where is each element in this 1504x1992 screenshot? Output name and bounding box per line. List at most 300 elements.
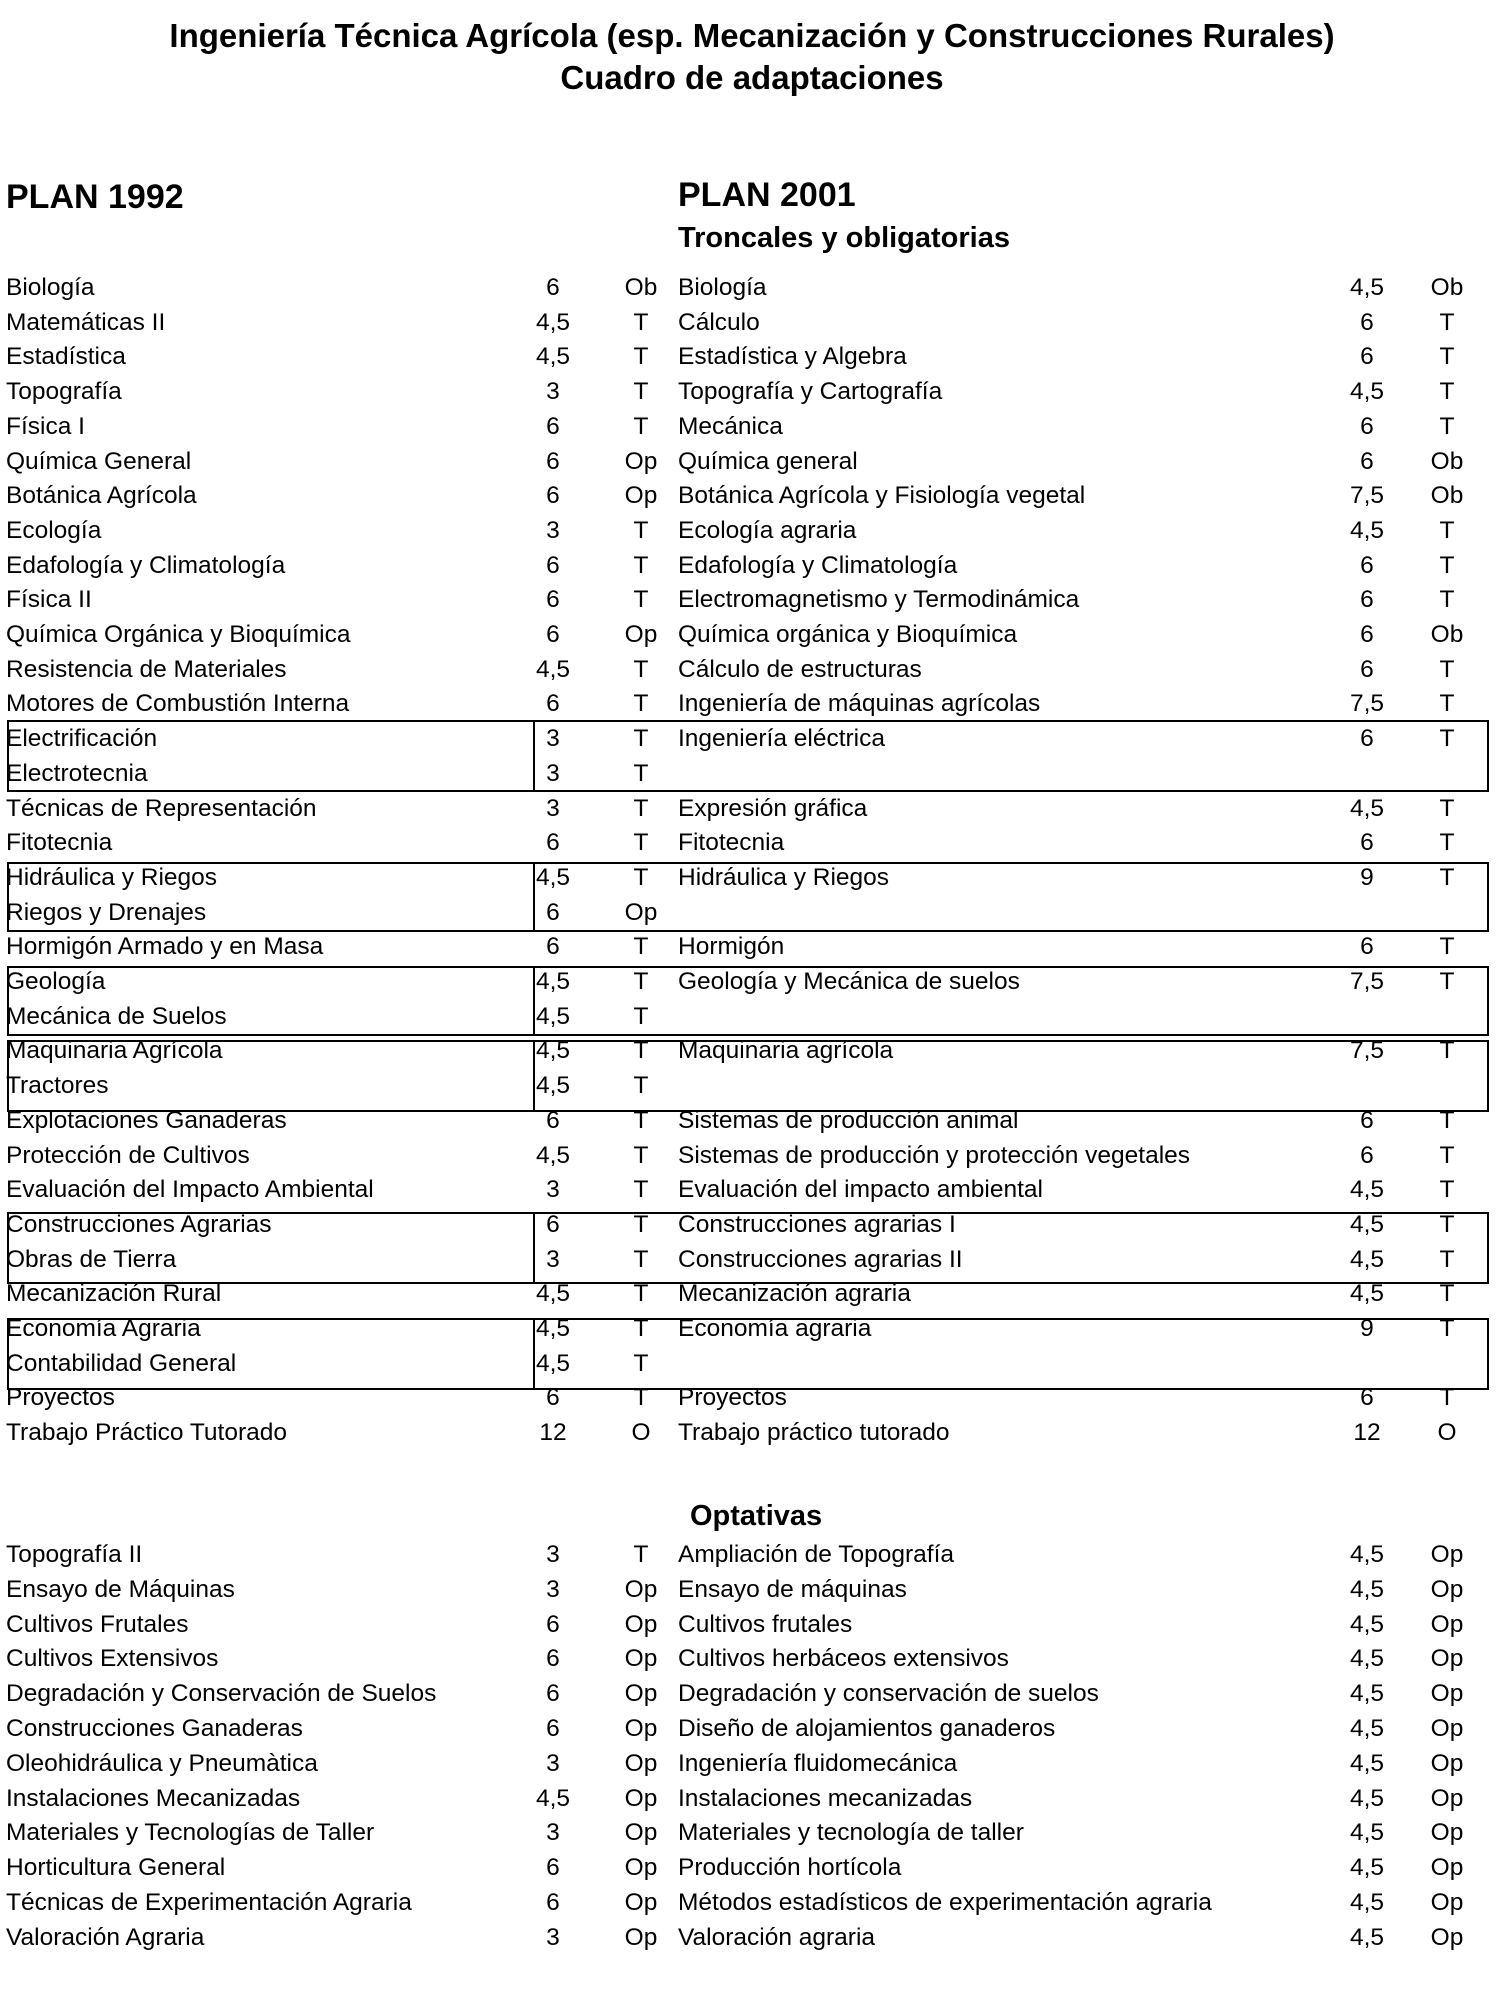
old-credits: 4,5 bbox=[535, 1280, 571, 1308]
troncales-heading: Troncales y obligatorias bbox=[678, 222, 1010, 254]
old-credits: 3 bbox=[546, 759, 560, 787]
old-subject: Física I bbox=[6, 412, 85, 440]
new-credits: 6 bbox=[1360, 551, 1374, 579]
new-subject: Mecánica bbox=[678, 412, 783, 440]
old-subject: Cultivos Extensivos bbox=[6, 1645, 219, 1673]
old-credits: 6 bbox=[546, 447, 560, 475]
old-subject: Hormigón Armado y en Masa bbox=[6, 933, 324, 961]
old-credits: 6 bbox=[546, 829, 560, 857]
new-type: T bbox=[1439, 516, 1455, 544]
old-subject: Horticultura General bbox=[6, 1854, 226, 1882]
old-subject: Ensayo de Máquinas bbox=[6, 1575, 235, 1603]
new-subject: Trabajo práctico tutorado bbox=[678, 1419, 950, 1447]
new-type: T bbox=[1439, 829, 1455, 857]
old-credits: 6 bbox=[546, 898, 560, 926]
old-type: T bbox=[633, 1141, 649, 1169]
old-credits: 4,5 bbox=[535, 863, 571, 891]
old-subject: Matemáticas II bbox=[6, 308, 166, 336]
old-credits: 3 bbox=[546, 725, 560, 753]
new-credits: 6 bbox=[1360, 447, 1374, 475]
group-box-electrificacion bbox=[7, 720, 1489, 792]
new-credits: 4,5 bbox=[1349, 1176, 1385, 1204]
new-type: Ob bbox=[1430, 621, 1464, 648]
old-subject: Química Orgánica y Bioquímica bbox=[6, 621, 351, 648]
old-credits: 6 bbox=[546, 1210, 560, 1238]
old-credits: 6 bbox=[546, 1106, 560, 1134]
new-credits: 4,5 bbox=[1349, 1680, 1385, 1708]
old-credits: 3 bbox=[546, 1245, 560, 1273]
old-subject: Economía Agraria bbox=[6, 1315, 201, 1342]
new-type: Op bbox=[1430, 1680, 1464, 1708]
old-subject: Materiales y Tecnologías de Taller bbox=[6, 1819, 375, 1847]
old-type: T bbox=[633, 516, 649, 544]
new-type: Op bbox=[1430, 1784, 1464, 1812]
new-subject: Química orgánica y Bioquímica bbox=[678, 621, 1018, 648]
new-subject: Geología y Mecánica de suelos bbox=[678, 968, 1020, 995]
old-subject: Tractores bbox=[6, 1072, 109, 1100]
new-credits: 4,5 bbox=[1349, 1575, 1385, 1603]
old-subject: Construcciones Agrarias bbox=[6, 1210, 272, 1238]
old-type: Op bbox=[624, 1575, 658, 1603]
old-type: T bbox=[633, 863, 649, 891]
new-credits: 7,5 bbox=[1349, 968, 1385, 995]
new-credits: 4,5 bbox=[1349, 1784, 1385, 1812]
old-credits: 6 bbox=[546, 274, 560, 301]
table-row bbox=[0, 1175, 1504, 1209]
new-type: T bbox=[1439, 1106, 1455, 1134]
old-type: T bbox=[633, 1245, 649, 1273]
old-credits: 4,5 bbox=[535, 1141, 571, 1169]
old-type: T bbox=[633, 1037, 649, 1065]
plan-2001-heading: PLAN 2001 bbox=[678, 176, 856, 214]
new-subject: Maquinaria agrícola bbox=[678, 1037, 894, 1065]
old-type: T bbox=[633, 725, 649, 753]
new-credits: 6 bbox=[1360, 308, 1374, 336]
new-credits: 7,5 bbox=[1349, 690, 1385, 718]
new-credits: 7,5 bbox=[1349, 482, 1385, 510]
new-type: Op bbox=[1430, 1819, 1464, 1847]
new-type: Op bbox=[1430, 1610, 1464, 1638]
old-type: T bbox=[633, 690, 649, 718]
table-row bbox=[0, 516, 1504, 550]
table-row bbox=[0, 551, 1504, 585]
old-type: Op bbox=[624, 1749, 658, 1777]
new-credits: 6 bbox=[1360, 1106, 1374, 1134]
new-credits: 6 bbox=[1360, 655, 1374, 683]
old-type: Op bbox=[624, 1923, 658, 1951]
new-type: Op bbox=[1430, 1645, 1464, 1673]
table-row bbox=[0, 412, 1504, 446]
table-row bbox=[0, 828, 1504, 862]
group-box-economia bbox=[7, 1318, 1489, 1390]
new-subject: Materiales y tecnología de taller bbox=[678, 1819, 1024, 1847]
old-credits: 3 bbox=[546, 794, 560, 822]
table-row bbox=[0, 1923, 1504, 1957]
old-subject: Contabilidad General bbox=[6, 1349, 237, 1377]
old-type: T bbox=[633, 1541, 649, 1568]
old-type: Op bbox=[624, 1715, 658, 1742]
new-subject: Sistemas de producción animal bbox=[678, 1106, 1019, 1134]
new-subject: Fitotecnia bbox=[678, 829, 785, 857]
table-row bbox=[0, 1749, 1504, 1783]
page-title: Ingeniería Técnica Agrícola (esp. Mecanización y Construcciones Rurales) bbox=[169, 17, 1335, 54]
old-type: Op bbox=[624, 1889, 658, 1916]
old-subject: Biología bbox=[6, 274, 95, 301]
old-subject: Técnicas de Experimentación Agraria bbox=[6, 1889, 412, 1916]
old-subject: Electrificación bbox=[6, 725, 158, 753]
table-row bbox=[0, 689, 1504, 723]
new-credits: 4,5 bbox=[1349, 1715, 1385, 1742]
old-credits: 6 bbox=[546, 551, 560, 579]
old-type: T bbox=[633, 1315, 649, 1342]
old-type: Op bbox=[624, 447, 658, 475]
old-subject: Edafología y Climatología bbox=[6, 551, 286, 579]
new-subject: Ingeniería eléctrica bbox=[678, 725, 886, 753]
new-subject: Diseño de alojamientos ganaderos bbox=[678, 1715, 1056, 1742]
new-subject: Mecanización agraria bbox=[678, 1280, 911, 1308]
new-subject: Instalaciones mecanizadas bbox=[678, 1784, 973, 1812]
new-type: T bbox=[1439, 794, 1455, 822]
new-type: T bbox=[1439, 586, 1455, 614]
new-credits: 6 bbox=[1360, 933, 1374, 961]
old-credits: 3 bbox=[546, 1749, 560, 1777]
old-subject: Explotaciones Ganaderas bbox=[6, 1106, 287, 1134]
old-credits: 3 bbox=[546, 516, 560, 544]
old-type: Op bbox=[624, 1680, 658, 1708]
table-row bbox=[0, 932, 1504, 966]
table-row bbox=[0, 1818, 1504, 1852]
new-type: Op bbox=[1430, 1854, 1464, 1882]
new-subject: Ingeniería fluidomecánica bbox=[678, 1749, 958, 1777]
new-credits: 4,5 bbox=[1349, 1541, 1385, 1568]
old-type: Op bbox=[624, 1854, 658, 1882]
new-subject: Botánica Agrícola y Fisiología vegetal bbox=[678, 482, 1086, 510]
old-subject: Proyectos bbox=[6, 1384, 115, 1412]
old-type: T bbox=[633, 1002, 649, 1030]
table-row bbox=[0, 1888, 1504, 1922]
old-subject: Electrotecnia bbox=[6, 759, 148, 787]
new-credits: 4,5 bbox=[1349, 1749, 1385, 1777]
old-subject: Resistencia de Materiales bbox=[6, 655, 287, 683]
old-type: T bbox=[633, 1072, 649, 1100]
new-credits: 4,5 bbox=[1349, 1854, 1385, 1882]
new-type: T bbox=[1439, 690, 1455, 718]
old-credits: 4,5 bbox=[535, 1349, 571, 1377]
old-type: T bbox=[633, 551, 649, 579]
old-credits: 6 bbox=[546, 1889, 560, 1916]
old-credits: 4,5 bbox=[535, 1315, 571, 1342]
new-subject: Electromagnetismo y Termodinámica bbox=[678, 586, 1080, 614]
old-subject: Instalaciones Mecanizadas bbox=[6, 1784, 301, 1812]
new-credits: 4,5 bbox=[1349, 274, 1385, 301]
table-row bbox=[0, 1418, 1504, 1452]
new-subject: Hormigón bbox=[678, 933, 785, 961]
table-row bbox=[0, 481, 1504, 515]
old-type: T bbox=[633, 829, 649, 857]
old-credits: 6 bbox=[546, 1680, 560, 1708]
old-subject: Química General bbox=[6, 447, 192, 475]
table-row bbox=[0, 655, 1504, 689]
old-type: T bbox=[633, 759, 649, 787]
new-credits: 6 bbox=[1360, 725, 1374, 753]
new-credits: 6 bbox=[1360, 621, 1374, 648]
new-subject: Proyectos bbox=[678, 1384, 787, 1412]
old-subject: Valoración Agraria bbox=[6, 1923, 205, 1951]
old-credits: 6 bbox=[546, 933, 560, 961]
old-credits: 3 bbox=[546, 1541, 560, 1568]
new-subject: Ecología agraria bbox=[678, 516, 857, 544]
new-type: Op bbox=[1430, 1889, 1464, 1916]
old-type: Op bbox=[624, 1610, 658, 1638]
new-credits: 4,5 bbox=[1349, 1280, 1385, 1308]
table-row bbox=[0, 447, 1504, 481]
new-type: T bbox=[1439, 412, 1455, 440]
old-subject: Construcciones Ganaderas bbox=[6, 1715, 303, 1742]
new-type: Op bbox=[1430, 1749, 1464, 1777]
old-subject: Evaluación del Impacto Ambiental bbox=[6, 1176, 374, 1204]
old-credits: 6 bbox=[546, 1610, 560, 1638]
new-type: T bbox=[1439, 1176, 1455, 1204]
new-credits: 6 bbox=[1360, 1384, 1374, 1412]
new-credits: 6 bbox=[1360, 343, 1374, 371]
table-row bbox=[0, 1575, 1504, 1609]
new-credits: 4,5 bbox=[1349, 378, 1385, 406]
old-type: T bbox=[633, 794, 649, 822]
new-credits: 9 bbox=[1360, 1315, 1374, 1342]
new-subject: Cálculo bbox=[678, 308, 760, 336]
old-type: T bbox=[633, 343, 649, 371]
new-credits: 4,5 bbox=[1349, 794, 1385, 822]
new-credits: 4,5 bbox=[1349, 1645, 1385, 1673]
old-subject: Hidráulica y Riegos bbox=[6, 863, 218, 891]
new-type: O bbox=[1437, 1419, 1457, 1447]
old-credits: 3 bbox=[546, 1923, 560, 1951]
old-subject: Física II bbox=[6, 586, 92, 614]
old-type: T bbox=[633, 1280, 649, 1308]
old-type: T bbox=[633, 378, 649, 406]
old-credits: 3 bbox=[546, 378, 560, 406]
old-type: T bbox=[633, 1349, 649, 1377]
new-subject: Economía agraria bbox=[678, 1315, 872, 1342]
table-row bbox=[0, 1279, 1504, 1313]
group-box-construcciones bbox=[7, 1212, 1489, 1284]
old-credits: 6 bbox=[546, 690, 560, 718]
new-credits: 9 bbox=[1360, 863, 1374, 891]
new-credits: 12 bbox=[1353, 1419, 1381, 1447]
new-credits: 6 bbox=[1360, 412, 1374, 440]
old-type: T bbox=[633, 1176, 649, 1204]
new-type: Ob bbox=[1430, 274, 1464, 301]
new-type: T bbox=[1439, 1384, 1455, 1412]
table-row bbox=[0, 620, 1504, 654]
optativas-heading: Optativas bbox=[690, 1500, 823, 1532]
old-subject: Mecánica de Suelos bbox=[6, 1002, 227, 1030]
old-credits: 4,5 bbox=[535, 1784, 571, 1812]
group-box-geologia bbox=[7, 966, 1489, 1036]
old-type: T bbox=[633, 412, 649, 440]
old-credits: 6 bbox=[546, 621, 560, 648]
old-type: T bbox=[633, 1384, 649, 1412]
new-type: T bbox=[1439, 378, 1455, 406]
old-subject: Técnicas de Representación bbox=[6, 794, 317, 822]
old-type: Op bbox=[624, 482, 658, 510]
old-subject: Geología bbox=[6, 968, 106, 995]
table-row bbox=[0, 585, 1504, 619]
old-subject: Protección de Cultivos bbox=[6, 1141, 250, 1169]
old-credits: 4,5 bbox=[535, 1037, 571, 1065]
old-type: Op bbox=[624, 621, 658, 648]
new-subject: Biología bbox=[678, 274, 767, 301]
old-subject: Topografía bbox=[6, 378, 122, 406]
old-type: Op bbox=[624, 1645, 658, 1673]
new-subject: Edafología y Climatología bbox=[678, 551, 958, 579]
new-credits: 4,5 bbox=[1349, 1923, 1385, 1951]
new-subject: Evaluación del impacto ambiental bbox=[678, 1176, 1043, 1204]
new-subject: Ampliación de Topografía bbox=[678, 1541, 955, 1568]
new-type: T bbox=[1439, 725, 1455, 753]
old-subject: Topografía II bbox=[6, 1541, 143, 1568]
table-row bbox=[0, 377, 1504, 411]
old-type: Op bbox=[624, 898, 658, 926]
old-credits: 3 bbox=[546, 1176, 560, 1204]
old-subject: Maquinaria Agrícola bbox=[6, 1037, 223, 1065]
old-subject: Ecología bbox=[6, 516, 102, 544]
old-credits: 6 bbox=[546, 1715, 560, 1742]
table-row bbox=[0, 342, 1504, 376]
old-credits: 4,5 bbox=[535, 308, 571, 336]
new-subject: Cultivos frutales bbox=[678, 1610, 853, 1638]
new-credits: 4,5 bbox=[1349, 516, 1385, 544]
new-type: T bbox=[1439, 1280, 1455, 1308]
old-credits: 6 bbox=[546, 1854, 560, 1882]
new-subject: Producción hortícola bbox=[678, 1854, 902, 1882]
new-type: Op bbox=[1430, 1541, 1464, 1568]
old-credits: 6 bbox=[546, 1384, 560, 1412]
page-subtitle: Cuadro de adaptaciones bbox=[560, 59, 944, 96]
group-box-hidraulica bbox=[7, 862, 1489, 932]
old-subject: Estadística bbox=[6, 343, 126, 371]
old-type: Ob bbox=[624, 274, 658, 301]
new-subject: Construcciones agrarias II bbox=[678, 1245, 963, 1273]
new-subject: Ensayo de máquinas bbox=[678, 1575, 907, 1603]
group-box-maquinaria bbox=[7, 1040, 1489, 1112]
old-credits: 6 bbox=[546, 482, 560, 510]
new-type: Op bbox=[1430, 1715, 1464, 1742]
table-row bbox=[0, 1784, 1504, 1818]
new-credits: 4,5 bbox=[1349, 1889, 1385, 1916]
old-type: T bbox=[633, 933, 649, 961]
new-subject: Sistemas de producción y protección vegetales bbox=[678, 1141, 1191, 1169]
old-subject: Oleohidráulica y Pneumàtica bbox=[6, 1749, 318, 1777]
old-credits: 4,5 bbox=[535, 1002, 571, 1030]
new-type: T bbox=[1439, 343, 1455, 371]
new-subject: Construcciones agrarias I bbox=[678, 1210, 956, 1238]
new-type: T bbox=[1439, 1141, 1455, 1169]
old-credits: 6 bbox=[546, 1645, 560, 1673]
old-subject: Riegos y Drenajes bbox=[6, 898, 207, 926]
table-row bbox=[0, 1679, 1504, 1713]
new-type: T bbox=[1439, 655, 1455, 683]
old-credits: 12 bbox=[539, 1419, 567, 1447]
new-subject: Estadística y Algebra bbox=[678, 343, 907, 371]
old-type: T bbox=[633, 968, 649, 995]
old-credits: 4,5 bbox=[535, 655, 571, 683]
plan-1992-heading: PLAN 1992 bbox=[6, 178, 184, 216]
old-credits: 4,5 bbox=[535, 343, 571, 371]
new-credits: 6 bbox=[1360, 829, 1374, 857]
old-credits: 6 bbox=[546, 412, 560, 440]
new-type: T bbox=[1439, 308, 1455, 336]
new-subject: Química general bbox=[678, 447, 858, 475]
new-type: T bbox=[1439, 863, 1455, 891]
old-subject: Mecanización Rural bbox=[6, 1280, 222, 1308]
old-type: T bbox=[633, 1210, 649, 1238]
new-subject: Métodos estadísticos de experimentación agraria bbox=[678, 1889, 1212, 1916]
table-row bbox=[0, 794, 1504, 828]
old-type: T bbox=[633, 308, 649, 336]
old-type: O bbox=[631, 1419, 651, 1447]
new-type: T bbox=[1439, 551, 1455, 579]
old-type: T bbox=[633, 586, 649, 614]
new-credits: 7,5 bbox=[1349, 1037, 1385, 1065]
new-type: T bbox=[1439, 1245, 1455, 1273]
new-subject: Cultivos herbáceos extensivos bbox=[678, 1645, 1009, 1673]
new-type: T bbox=[1439, 968, 1455, 995]
new-subject: Ingeniería de máquinas agrícolas bbox=[678, 690, 1041, 718]
new-type: T bbox=[1439, 1037, 1455, 1065]
table-row bbox=[0, 1540, 1504, 1574]
old-type: T bbox=[633, 1106, 649, 1134]
new-type: Op bbox=[1430, 1923, 1464, 1951]
new-type: Op bbox=[1430, 1575, 1464, 1603]
old-type: Op bbox=[624, 1819, 658, 1847]
old-credits: 4,5 bbox=[535, 1072, 571, 1100]
new-credits: 4,5 bbox=[1349, 1610, 1385, 1638]
new-type: T bbox=[1439, 1210, 1455, 1238]
new-credits: 4,5 bbox=[1349, 1245, 1385, 1273]
old-subject: Degradación y Conservación de Suelos bbox=[6, 1680, 437, 1708]
old-subject: Obras de Tierra bbox=[6, 1245, 177, 1273]
new-type: Ob bbox=[1430, 482, 1464, 510]
new-subject: Topografía y Cartografía bbox=[678, 378, 943, 406]
old-credits: 6 bbox=[546, 586, 560, 614]
new-credits: 6 bbox=[1360, 586, 1374, 614]
new-type: T bbox=[1439, 933, 1455, 961]
new-type: Ob bbox=[1430, 447, 1464, 475]
old-type: T bbox=[633, 655, 649, 683]
new-credits: 6 bbox=[1360, 1141, 1374, 1169]
old-subject: Trabajo Práctico Tutorado bbox=[6, 1419, 287, 1447]
table-row bbox=[0, 1644, 1504, 1678]
new-type: T bbox=[1439, 1315, 1455, 1342]
old-credits: 3 bbox=[546, 1575, 560, 1603]
old-credits: 3 bbox=[546, 1819, 560, 1847]
table-row bbox=[0, 273, 1504, 307]
new-subject: Valoración agraria bbox=[678, 1923, 876, 1951]
new-credits: 4,5 bbox=[1349, 1819, 1385, 1847]
old-subject: Botánica Agrícola bbox=[6, 482, 197, 510]
old-subject: Cultivos Frutales bbox=[6, 1610, 189, 1638]
old-subject: Fitotecnia bbox=[6, 829, 113, 857]
old-credits: 4,5 bbox=[535, 968, 571, 995]
table-row bbox=[0, 1610, 1504, 1644]
new-subject: Degradación y conservación de suelos bbox=[678, 1680, 1099, 1708]
old-subject: Motores de Combustión Interna bbox=[6, 690, 350, 718]
new-credits: 4,5 bbox=[1349, 1210, 1385, 1238]
table-row bbox=[0, 1714, 1504, 1748]
table-row bbox=[0, 308, 1504, 342]
table-row bbox=[0, 1853, 1504, 1887]
